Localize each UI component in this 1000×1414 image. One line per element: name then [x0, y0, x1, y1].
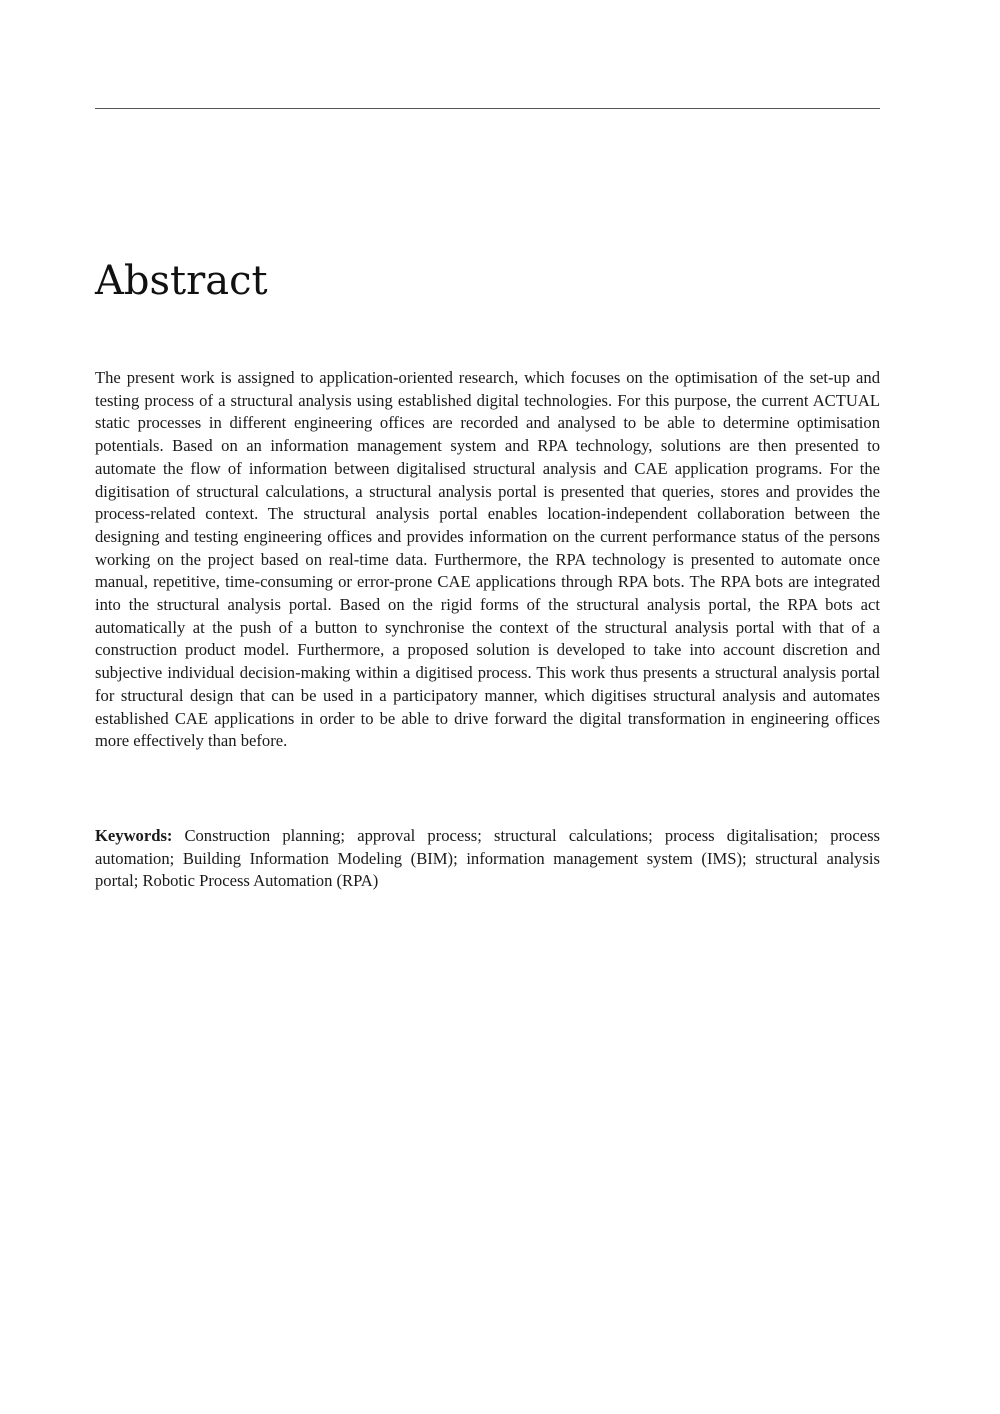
keywords-text: Construction planning; approval process; structural calculations; process digitalisation; process automation; Building Information Modeling (BIM); information management system (IMS); structural analysis portal; Robotic Process Automation (RPA) — [95, 826, 880, 891]
chapter-title: Abstract — [95, 258, 268, 304]
abstract-body: The present work is assigned to application-oriented research, which focuses on the optimisation of the set-up and testing process of a structural analysis using established digital technologies. For this purpose, the current ACTUAL static processes in different engineering offices are recorded and analysed to be able to determine optimisation potentials. Based on an information management system and RPA technology, solutions are then presented to automate the flow of information between digitalised structural analysis and CAE application programs. For the digitisation of structural calculations, a structural analysis portal is presented that queries, stores and provides the process-related context. The structural analysis portal enables location-independent collaboration between the designing and testing engineering offices and provides information on the current performance status of the persons working on the project based on real-time data. Furthermore, the RPA technology is presented to automate once manual, repetitive, time-consuming or error-prone CAE applications through RPA bots. The RPA bots are integrated into the structural analysis portal. Based on the rigid forms of the structural analysis portal, the RPA bots act automatically at the push of a button to synchronise the context of the structural analysis portal with that of a construction product model. Furthermore, a proposed solution is developed to take into account discretion and subjective individual decision-making within a digitised process. This work thus presents a structural analysis portal for structural design that can be used in a participatory manner, which digitises structural analysis and automates established CAE applications in order to be able to drive forward the digital transformation in engineering offices more effectively than before. — [95, 368, 880, 751]
keywords-label: Keywords: — [95, 826, 173, 845]
keywords-paragraph — [95, 825, 880, 893]
header-rule — [95, 108, 880, 109]
